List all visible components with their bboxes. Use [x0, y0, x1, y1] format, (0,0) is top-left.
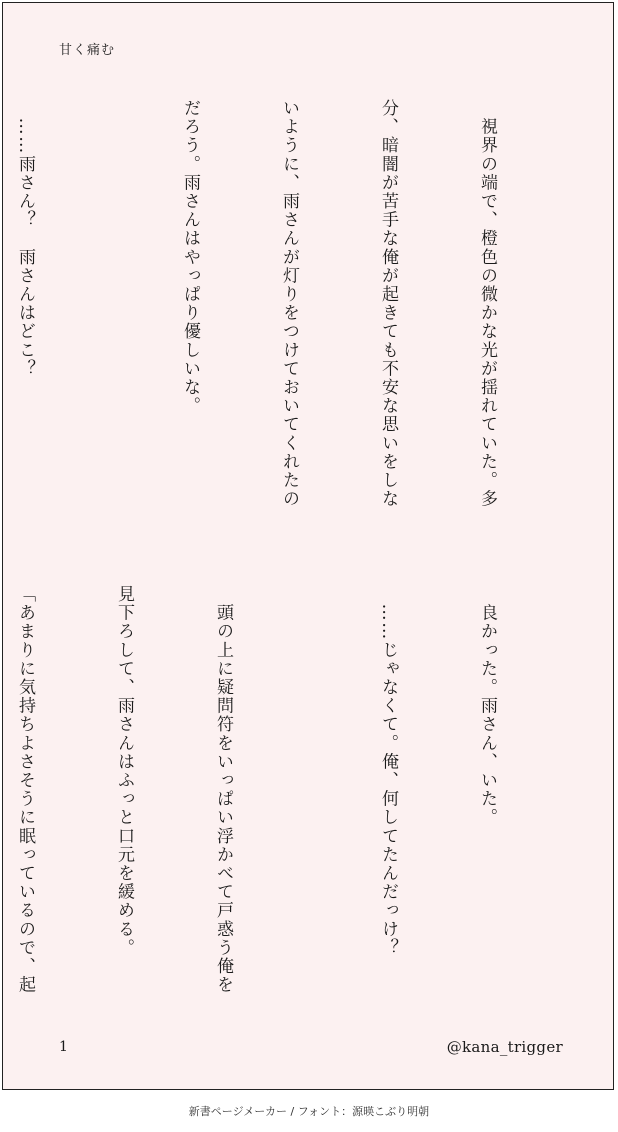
text-line: 分、暗闇が苦手な俺が起きても不安な思いをしな — [378, 99, 398, 509]
text-line: ……雨さん？ 雨さんはどこ？ — [15, 99, 35, 378]
text-block-bottom — [0, 585, 569, 1013]
text-line: 良かった。雨さん、いた。 — [477, 585, 497, 827]
text-line: 「あまりに気持ちよさそうに眠っているので、起 — [15, 585, 35, 995]
text-line: 視界の端で、橙色の微かな光が揺れていた。多 — [477, 99, 497, 509]
footer-credit: 新書ページメーカー / フォント：源暎こぶり明朝 — [188, 1105, 430, 1118]
text-block-top — [0, 99, 569, 508]
author-handle: @kana_trigger — [446, 1038, 563, 1056]
text-line: だろう。雨さんはやっぱり優しいな。 — [180, 99, 200, 416]
text-line: 見下ろして、雨さんはふっと口元を緩める。 — [114, 585, 134, 957]
text-line: いように、雨さんが灯りをつけておいてくれたの — [279, 99, 299, 509]
text-line: 頭の上に疑問符をいっぱい浮かべて戸惑う俺を — [213, 585, 233, 995]
text-line: ……じゃなくて。俺、何してたんだっけ？ — [378, 585, 398, 957]
page-number: 1 — [59, 1039, 68, 1055]
novel-page — [2, 2, 614, 1090]
page-title: 甘く痛む — [59, 43, 116, 58]
